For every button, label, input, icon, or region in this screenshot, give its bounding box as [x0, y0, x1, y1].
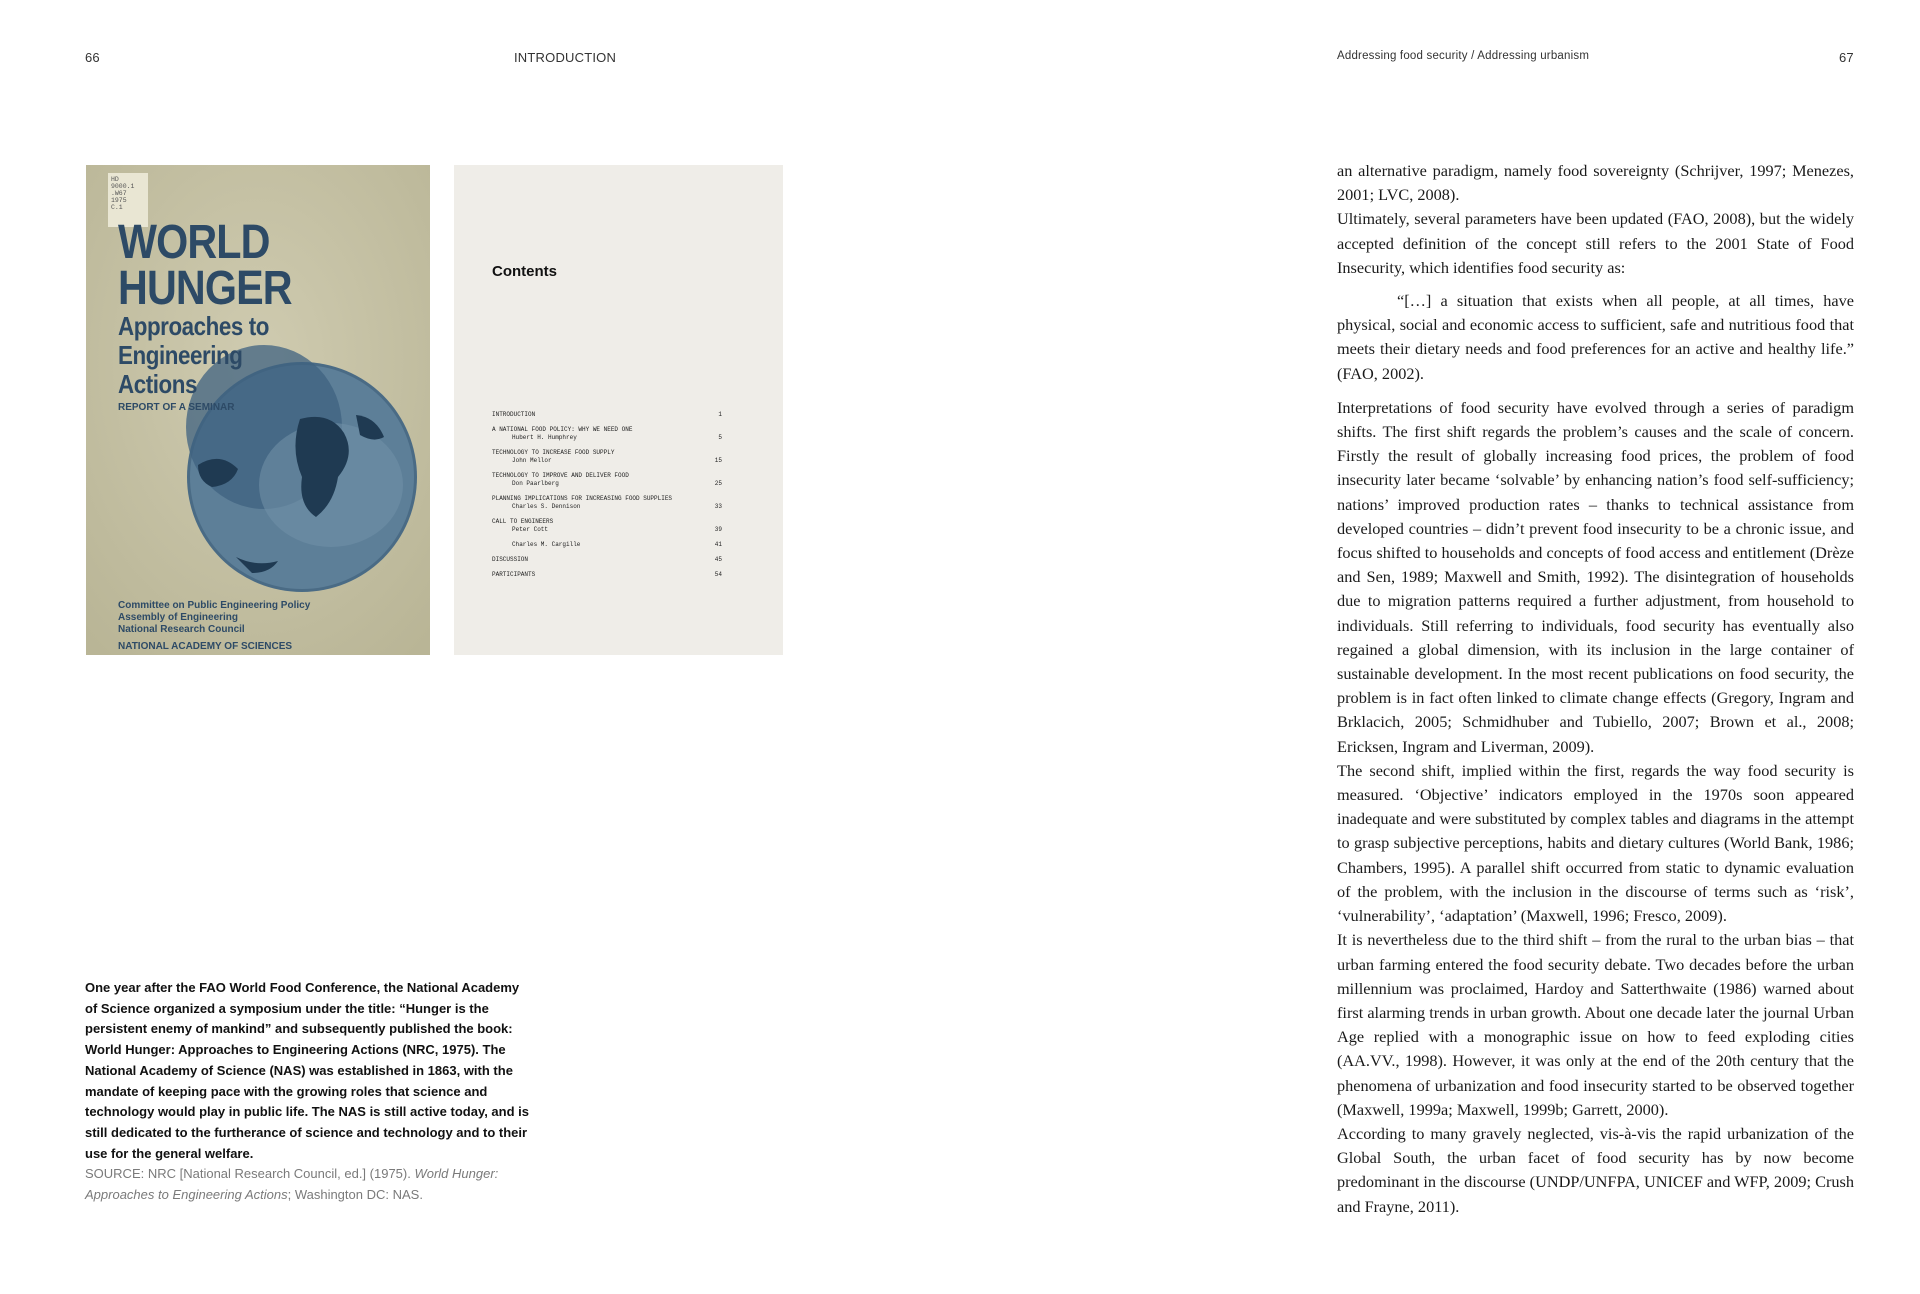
paragraph: The second shift, implied within the first, regards the way food security is measured. ‘Objective’ indicators employed in the 1970s soon appeared inadequate and were substituted by complex tables and diagrams in the attempt to grasp subjective perceptions, habits and dietary cultures (World Bank, 1986; Chambers, 1995). A parallel shift occurred from static to dynamic evaluation of the problem, with the inclusion in the discourse of terms such as ‘risk’, ‘vulnerability’, ‘adaptation’ (Maxwell, 1996; Fresco, 2009).	[1337, 760, 1854, 926]
cover-title-world: WORLD	[118, 216, 270, 269]
toc-entry	[492, 472, 722, 488]
toc-entry-page: 41	[714, 541, 722, 548]
figure-caption: One year after the FAO World Food Conference, the National Academy of Science organized a symposium under the title: “Hunger is the persistent enemy of mankind” and subsequently published the book: World Hunger: Approaches to Engineering Actions (NRC, 1975). The National Academy of Science (NAS) was established in 1863, with the mandate of keeping pace with the growing roles that science and technology would play in public life. The NAS is still active today, and is still dedicated to the furtherance of science and technology and to their use for the general welfare.	[85, 980, 529, 1161]
paragraph: Interpretations of food security have evolved through a series of paradigm shifts. The first shift regards the problem’s causes and the scale of concern. Firstly the result of globally increasing food prices, the problem of food insecurity later became ‘solvable’ by enhancing nation’s food self-sufficiency; nations’ improved production rates – thanks to technical assistance from developed countries – didn’t prevent food insecurity to be a chronic issue, and focus shifted to households and concepts of food access and entitlement (Drèze and Sen, 1989; Maxwell and Smith, 1992). The disintegration of households due to migration patterns required a further adjustment, from household to individuals. Still referring to individuals, food security has eventually also regained a global dimension, with its inclusion in the large container of sustainable development. In the most recent publications on food security, the problem is in fact often linked to climate change effects (Gregory, Ingram and Brklacich, 2005; Schmidhuber and Tubiello, 2007; Brown et al., 2008; Ericksen, Ingram and Liverman, 2009).	[1337, 397, 1854, 756]
figure-source: SOURCE: NRC [National Research Council, ed.] (1975). World Hunger: Approaches to Engineering Actions; Washington DC: NAS.	[85, 1166, 499, 1202]
toc-entry-page: 45	[714, 556, 722, 563]
book-cover-image	[86, 165, 430, 655]
cover-committee-1: Committee on Public Engineering Policy	[118, 600, 311, 611]
toc-entry	[492, 411, 722, 419]
toc-entry	[492, 426, 722, 442]
cover-academy: NATIONAL ACADEMY OF SCIENCES	[118, 641, 293, 652]
toc-entry-title	[492, 411, 722, 419]
toc-entry-author-text: Don Paarlberg	[512, 480, 559, 487]
cover-committee-3: National Research Council	[118, 624, 245, 635]
toc-entry	[492, 449, 722, 465]
toc-entry-author	[492, 503, 722, 511]
toc-entry-title-text: DISCUSSION	[492, 556, 529, 563]
toc-entry	[492, 495, 722, 511]
toc-entry-author-text: Charles S. Dennison	[512, 503, 581, 510]
toc-entry-page: 54	[714, 571, 722, 578]
toc-entry-title	[492, 571, 722, 579]
toc-entry-author-text: Hubert H. Humphrey	[512, 434, 577, 441]
paragraph: It is nevertheless due to the third shift – from the rural to the urban bias – that urban farming entered the food security debate. Two decades before the urban millennium was proclaimed, Hardoy and Satterthwaite (1986) warned about first alarming trends in urban growth. About one decade later the journal Urban Age replied with a monographic issue on how to feed exploding cities (AA.VV., 1998). However, it was only at the end of the 20th century that the phenomena of urbanization and food insecurity started to be observed together (Maxwell, 1999a; Maxwell, 1999b; Garrett, 2000).	[1337, 930, 1854, 1119]
toc-entry	[492, 556, 722, 564]
toc-entry-title-text: PLANNING IMPLICATIONS FOR INCREASING FOOD SUPPLIES	[492, 495, 673, 502]
library-stamp: HD 9000.1 .W67 1975 C.1	[108, 173, 148, 227]
toc-list	[492, 411, 722, 586]
left-running-head: INTRODUCTION	[514, 50, 617, 65]
toc-entry-title	[492, 518, 722, 526]
toc-entry	[492, 571, 722, 579]
toc-entry-page: 33	[714, 503, 722, 510]
paragraph: Ultimately, several parameters have been updated (FAO, 2008), but the widely accepted definition of the concept still refers to the 2001 State of Food Insecurity, which identifies food security as:	[1337, 209, 1854, 277]
toc-entry-author	[492, 457, 722, 465]
toc-entry-title	[492, 426, 722, 434]
toc-entry-author-text: Charles M. Cargille	[512, 541, 581, 548]
toc-entry-author	[492, 541, 722, 549]
toc-entry-title	[492, 495, 722, 503]
toc-entry-title-text: TECHNOLOGY TO INCREASE FOOD SUPPLY	[492, 449, 615, 456]
block-quote: “[…] a situation that exists when all people, at all times, have physical, social and economic access to sufficient, safe and nutritious food that meets their dietary needs and food preferences for an active and healthy life.” (FAO, 2002).	[1337, 291, 1854, 383]
toc-entry-page: 1	[718, 411, 722, 418]
cover-subtitle-3: Actions	[118, 369, 197, 399]
contents-title: Contents	[492, 263, 557, 280]
contents-page-image	[454, 165, 783, 655]
cover-subtitle-2: Engineering	[118, 340, 243, 370]
toc-entry-page: 39	[714, 526, 722, 533]
toc-entry-title-text: PARTICIPANTS	[492, 571, 536, 578]
toc-entry-title	[492, 472, 722, 480]
cover-subtitle-1: Approaches to	[118, 311, 269, 341]
cover-title-hunger: HUNGER	[118, 262, 292, 315]
toc-entry-page: 5	[718, 434, 722, 441]
cover-report-line: REPORT OF A SEMINAR	[118, 402, 235, 413]
toc-entry-author-text: Peter Cott	[512, 526, 549, 533]
toc-entry-title	[492, 449, 722, 457]
toc-entry	[492, 541, 722, 549]
cover-committee-2: Assembly of Engineering	[118, 612, 239, 623]
toc-entry-author	[492, 480, 722, 488]
toc-entry-title	[492, 556, 722, 564]
right-running-head: Addressing food security / Addressing urbanism	[1337, 50, 1590, 62]
paragraph: an alternative paradigm, namely food sovereignty (Schrijver, 1997; Menezes, 2001; LVC, 2008).	[1337, 161, 1854, 205]
toc-entry-title-text: INTRODUCTION	[492, 411, 536, 418]
toc-entry-title-text: TECHNOLOGY TO IMPROVE AND DELIVER FOOD	[492, 472, 629, 479]
paragraph: According to many gravely neglected, vis-à-vis the rapid urbanization of the Global South, the urban facet of food security has by now become predominant in the discourse (UNDP/UNFPA, UNICEF and WFP, 2009; Crush and Frayne, 2011).	[1337, 1123, 1854, 1216]
right-page-number: 67	[1839, 50, 1854, 65]
body-text	[1337, 159, 1854, 1219]
toc-entry-title-text: CALL TO ENGINEERS	[492, 518, 554, 525]
toc-entry-author	[492, 526, 722, 534]
toc-entry-author	[492, 434, 722, 442]
toc-entry-page: 25	[714, 480, 722, 487]
toc-entry	[492, 518, 722, 534]
toc-entry-page: 15	[714, 457, 722, 464]
left-page-number: 66	[85, 50, 100, 65]
toc-entry-author-text: John Mellor	[512, 457, 552, 464]
toc-entry-title-text: A NATIONAL FOOD POLICY: WHY WE NEED ONE	[492, 426, 633, 433]
